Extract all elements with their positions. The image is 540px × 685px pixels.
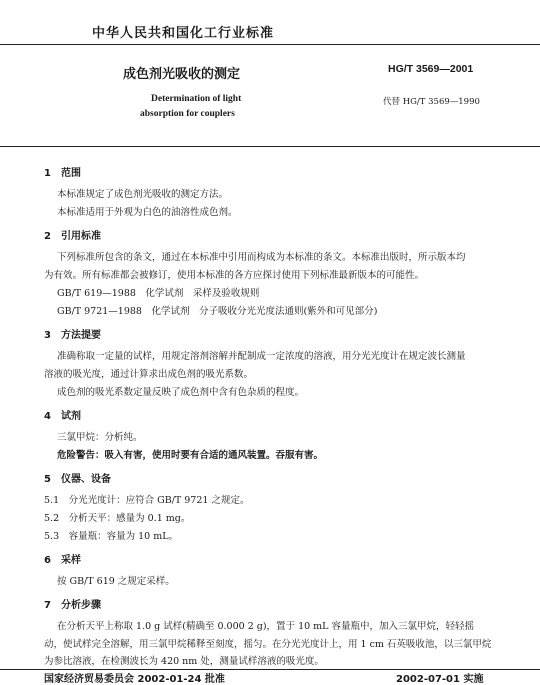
hazard-warning: 危险警告：吸入有害，使用时要有合适的通风装置。吞服有害。 (57, 450, 324, 461)
approval-note: 国家经济贸易委员会 2002-01-24 批准 (44, 674, 225, 685)
item-5-1: 5.1 分光光度计：应符合 GB/T 9721 之规定。 (44, 495, 250, 506)
section-3-para-2: 成色剂的吸光系数定量反映了成色剂中含有色杂质的程度。 (57, 387, 305, 398)
title-rule (0, 146, 540, 147)
document-title: 成色剂光吸收的测定 (123, 67, 241, 82)
standard-code: HG/T 3569—2001 (388, 63, 474, 75)
section-1-para-2: 本标准适用于外观为白色的油溶性成色剂。 (57, 207, 238, 218)
section-3-para-line-2: 溶液的吸光度，通过计算求出成色剂的吸光系数。 (44, 369, 254, 380)
section-7-para-line-1: 在分析天平上称取 1.0 g 试样(精确至 0.000 2 g)，置于 10 mL 容量瓶中，加入三氯甲烷，轻轻摇 (57, 621, 475, 632)
english-title-line-2: absorption for couplers (140, 109, 235, 119)
english-title-line-1: Determination of light (151, 94, 242, 104)
section-3-heading: 3 方法提要 (44, 330, 101, 341)
header-rule (0, 44, 540, 45)
sampling-text: 按 GB/T 619 之规定采样。 (57, 576, 175, 587)
section-4-heading: 4 试剂 (44, 411, 81, 422)
section-7-para-line-2: 动，使试样完全溶解，用三氯甲烷稀释至刻度，摇匀。在分光光度计上，用 1 cm 石英吸收池，以三氯甲烷 (44, 639, 492, 650)
item-5-2: 5.2 分析天平：感量为 0.1 mg。 (44, 513, 191, 524)
section-5-heading: 5 仪器、设备 (44, 474, 111, 485)
section-3-para-line-1: 准确称取一定量的试样，用规定溶剂溶解并配制成一定浓度的溶液，用分光光度计在规定波长测量 (57, 351, 466, 362)
reference-gb-t-9721: GB/T 9721—1988 化学试剂 分子吸收分光光度法通则(紫外和可见部分) (57, 306, 378, 317)
section-7-heading: 7 分析步骤 (44, 600, 101, 611)
section-2-para-line-2: 为有效。所有标准都会被修订，使用本标准的各方应探讨使用下列标准最新版本的可能性。 (44, 270, 425, 281)
effective-date-note: 2002-07-01 实施 (396, 674, 484, 685)
item-5-3: 5.3 容量瓶：容量为 10 mL。 (44, 531, 179, 542)
reagent-chloroform: 三氯甲烷：分析纯。 (57, 432, 143, 443)
issuer-heading: 中华人民共和国化工行业标准 (92, 26, 275, 41)
section-7-para-line-3: 为参比溶液，在检测波长为 420 nm 处，测量试样溶液的吸光度。 (44, 656, 324, 667)
section-2-heading: 2 引用标准 (44, 231, 101, 242)
section-2-para-line-1: 下列标准所包含的条文，通过在本标准中引用而构成为本标准的条文。本标准出版时，所示版本均 (57, 252, 466, 263)
section-1-heading: 1 范围 (44, 168, 81, 179)
replaces-note: 代替 HG/T 3569—1990 (383, 97, 480, 107)
section-6-heading: 6 采样 (44, 555, 81, 566)
reference-gb-t-619: GB/T 619—1988 化学试剂 采样及验收规则 (57, 288, 260, 299)
section-1-para-1: 本标准规定了成色剂光吸收的测定方法。 (57, 189, 229, 200)
